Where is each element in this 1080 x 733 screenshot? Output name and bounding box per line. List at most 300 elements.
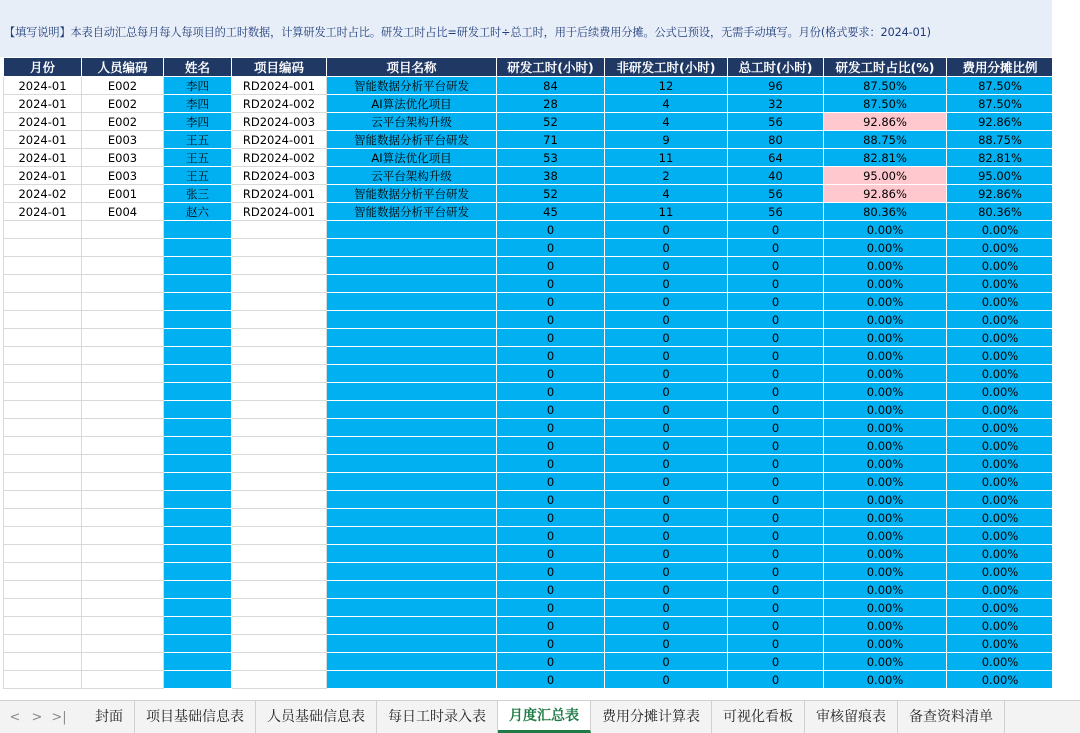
table-cell[interactable]: E002	[82, 95, 164, 113]
table-cell[interactable]: 0	[497, 275, 605, 293]
table-cell[interactable]	[4, 311, 82, 329]
table-cell[interactable]: E003	[82, 167, 164, 185]
table-cell[interactable]	[232, 635, 327, 653]
table-cell[interactable]: 王五	[164, 131, 232, 149]
sheet-tab[interactable]: 封面	[84, 701, 135, 733]
table-cell[interactable]	[82, 257, 164, 275]
table-cell[interactable]: 王五	[164, 167, 232, 185]
table-cell[interactable]: 王五	[164, 149, 232, 167]
table-cell[interactable]: RD2024-002	[232, 95, 327, 113]
table-cell[interactable]: 0.00%	[947, 545, 1054, 563]
sheet-tab[interactable]: 审核留痕表	[805, 701, 898, 733]
table-cell[interactable]: 0	[728, 239, 824, 257]
table-cell[interactable]: 0	[497, 545, 605, 563]
table-cell[interactable]	[164, 671, 232, 689]
table-cell[interactable]: 4	[605, 113, 728, 131]
table-cell[interactable]: 0	[605, 347, 728, 365]
table-cell[interactable]: 0	[497, 401, 605, 419]
table-cell[interactable]: 0	[605, 275, 728, 293]
table-cell[interactable]: 53	[497, 149, 605, 167]
table-cell[interactable]: 0	[605, 527, 728, 545]
table-cell[interactable]: 0.00%	[824, 509, 947, 527]
table-cell[interactable]	[327, 671, 497, 689]
table-cell[interactable]	[4, 293, 82, 311]
table-cell[interactable]	[4, 275, 82, 293]
table-cell[interactable]	[82, 491, 164, 509]
table-cell[interactable]: 0.00%	[824, 365, 947, 383]
table-cell[interactable]: 0.00%	[947, 527, 1054, 545]
sheet-tab[interactable]: 项目基础信息表	[135, 701, 256, 733]
table-cell[interactable]	[82, 509, 164, 527]
table-cell[interactable]: 96	[728, 77, 824, 95]
table-cell[interactable]	[232, 563, 327, 581]
table-cell[interactable]	[164, 599, 232, 617]
table-cell[interactable]: 0	[728, 293, 824, 311]
table-cell[interactable]: 0	[728, 491, 824, 509]
table-cell[interactable]: 0.00%	[947, 401, 1054, 419]
table-cell[interactable]	[164, 563, 232, 581]
table-cell[interactable]: 52	[497, 113, 605, 131]
table-cell[interactable]	[327, 653, 497, 671]
table-cell[interactable]: 9	[605, 131, 728, 149]
table-cell[interactable]: 0	[605, 419, 728, 437]
table-cell[interactable]: 56	[728, 185, 824, 203]
table-cell[interactable]: 0	[728, 365, 824, 383]
table-cell[interactable]: 0.00%	[824, 311, 947, 329]
table-cell[interactable]: 0	[497, 473, 605, 491]
table-cell[interactable]: 92.86%	[947, 185, 1054, 203]
table-cell[interactable]	[4, 599, 82, 617]
table-cell[interactable]: 0	[728, 329, 824, 347]
table-cell[interactable]: 0	[605, 257, 728, 275]
table-cell[interactable]	[327, 401, 497, 419]
table-cell[interactable]: 0	[497, 599, 605, 617]
table-cell[interactable]	[327, 311, 497, 329]
table-cell[interactable]	[164, 473, 232, 491]
table-cell[interactable]	[164, 311, 232, 329]
table-cell[interactable]	[232, 581, 327, 599]
table-cell[interactable]: 2024-01	[4, 131, 82, 149]
table-cell[interactable]: 0	[728, 509, 824, 527]
table-cell[interactable]	[232, 617, 327, 635]
table-cell[interactable]	[82, 671, 164, 689]
table-cell[interactable]	[4, 671, 82, 689]
table-cell[interactable]	[164, 329, 232, 347]
table-cell[interactable]	[82, 437, 164, 455]
table-cell[interactable]: 0	[605, 311, 728, 329]
table-cell[interactable]: 赵六	[164, 203, 232, 221]
table-cell[interactable]: E002	[82, 113, 164, 131]
table-cell[interactable]	[82, 527, 164, 545]
table-cell[interactable]: 0	[728, 653, 824, 671]
table-cell[interactable]	[327, 257, 497, 275]
table-cell[interactable]: 11	[605, 203, 728, 221]
table-cell[interactable]	[327, 599, 497, 617]
table-cell[interactable]: 0.00%	[947, 257, 1054, 275]
table-cell[interactable]: 智能数据分析平台研发	[327, 131, 497, 149]
table-cell[interactable]	[164, 437, 232, 455]
table-cell[interactable]	[82, 293, 164, 311]
table-cell[interactable]	[4, 563, 82, 581]
table-cell[interactable]	[327, 635, 497, 653]
table-cell[interactable]	[4, 401, 82, 419]
table-cell[interactable]	[4, 527, 82, 545]
table-cell[interactable]: 智能数据分析平台研发	[327, 77, 497, 95]
table-cell[interactable]	[164, 239, 232, 257]
table-cell[interactable]: 95.00%	[824, 167, 947, 185]
table-cell[interactable]: 0	[497, 509, 605, 527]
table-cell[interactable]: 0.00%	[947, 581, 1054, 599]
table-cell[interactable]	[327, 527, 497, 545]
table-cell[interactable]: 0	[497, 617, 605, 635]
table-cell[interactable]	[82, 221, 164, 239]
table-cell[interactable]: 0	[605, 329, 728, 347]
table-cell[interactable]	[164, 293, 232, 311]
table-cell[interactable]	[4, 365, 82, 383]
table-cell[interactable]: 0	[497, 491, 605, 509]
table-cell[interactable]: E003	[82, 149, 164, 167]
table-cell[interactable]: 0	[728, 635, 824, 653]
table-cell[interactable]	[232, 509, 327, 527]
table-cell[interactable]: 0.00%	[947, 221, 1054, 239]
table-cell[interactable]	[232, 275, 327, 293]
table-cell[interactable]	[164, 581, 232, 599]
column-header[interactable]: 非研发工时(小时)	[605, 58, 728, 77]
next-sheet-icon[interactable]: >	[31, 709, 43, 725]
table-cell[interactable]	[327, 329, 497, 347]
table-cell[interactable]: 45	[497, 203, 605, 221]
table-cell[interactable]	[4, 257, 82, 275]
table-cell[interactable]: 0	[605, 365, 728, 383]
table-cell[interactable]: 0.00%	[824, 635, 947, 653]
table-cell[interactable]: 0.00%	[824, 257, 947, 275]
table-cell[interactable]	[232, 599, 327, 617]
table-cell[interactable]	[327, 545, 497, 563]
table-cell[interactable]: 2024-01	[4, 77, 82, 95]
table-cell[interactable]	[82, 599, 164, 617]
table-cell[interactable]: 0	[497, 383, 605, 401]
table-cell[interactable]: RD2024-001	[232, 185, 327, 203]
table-cell[interactable]: 0.00%	[947, 509, 1054, 527]
table-cell[interactable]	[327, 491, 497, 509]
table-cell[interactable]: 56	[728, 203, 824, 221]
table-cell[interactable]: 0	[497, 437, 605, 455]
column-header[interactable]: 研发工时(小时)	[497, 58, 605, 77]
table-cell[interactable]: 0.00%	[824, 653, 947, 671]
table-cell[interactable]: 12	[605, 77, 728, 95]
table-cell[interactable]	[232, 221, 327, 239]
column-header[interactable]: 项目名称	[327, 58, 497, 77]
table-cell[interactable]	[327, 365, 497, 383]
table-cell[interactable]	[327, 419, 497, 437]
table-cell[interactable]: 0.00%	[824, 617, 947, 635]
table-cell[interactable]: 0	[728, 527, 824, 545]
table-cell[interactable]: 2	[605, 167, 728, 185]
table-cell[interactable]: RD2024-001	[232, 131, 327, 149]
table-cell[interactable]	[164, 365, 232, 383]
table-cell[interactable]: 0.00%	[824, 491, 947, 509]
table-cell[interactable]: 0.00%	[947, 419, 1054, 437]
table-cell[interactable]	[327, 581, 497, 599]
column-header[interactable]: 月份	[4, 58, 82, 77]
column-header[interactable]: 项目编码	[232, 58, 327, 77]
table-cell[interactable]	[232, 419, 327, 437]
table-cell[interactable]	[164, 401, 232, 419]
table-cell[interactable]: 2024-01	[4, 113, 82, 131]
table-cell[interactable]: 92.86%	[824, 185, 947, 203]
table-cell[interactable]	[82, 545, 164, 563]
table-cell[interactable]: 0.00%	[824, 383, 947, 401]
table-cell[interactable]: 0.00%	[824, 473, 947, 491]
table-cell[interactable]: 0	[497, 635, 605, 653]
table-cell[interactable]	[4, 473, 82, 491]
table-cell[interactable]: 0	[605, 509, 728, 527]
table-cell[interactable]: 2024-02	[4, 185, 82, 203]
table-cell[interactable]: 0.00%	[824, 293, 947, 311]
sheet-tab[interactable]: 月度汇总表	[498, 701, 591, 733]
table-cell[interactable]	[4, 419, 82, 437]
table-cell[interactable]: 0.00%	[824, 581, 947, 599]
table-cell[interactable]	[164, 455, 232, 473]
table-cell[interactable]	[327, 563, 497, 581]
table-cell[interactable]: 0	[728, 599, 824, 617]
table-cell[interactable]	[164, 257, 232, 275]
table-cell[interactable]: 0	[728, 221, 824, 239]
table-cell[interactable]	[327, 221, 497, 239]
table-cell[interactable]	[232, 455, 327, 473]
table-cell[interactable]: 80.36%	[947, 203, 1054, 221]
table-cell[interactable]	[4, 455, 82, 473]
table-cell[interactable]: 0	[728, 275, 824, 293]
table-cell[interactable]: 0	[497, 365, 605, 383]
table-cell[interactable]	[82, 617, 164, 635]
table-cell[interactable]	[82, 653, 164, 671]
table-cell[interactable]: 0.00%	[947, 329, 1054, 347]
table-cell[interactable]: 0	[497, 563, 605, 581]
table-cell[interactable]	[232, 347, 327, 365]
table-cell[interactable]: 84	[497, 77, 605, 95]
table-cell[interactable]: 0.00%	[947, 455, 1054, 473]
table-cell[interactable]: 82.81%	[947, 149, 1054, 167]
table-cell[interactable]: 0.00%	[947, 563, 1054, 581]
table-cell[interactable]: 0.00%	[947, 347, 1054, 365]
table-cell[interactable]	[232, 473, 327, 491]
table-cell[interactable]: 0	[605, 599, 728, 617]
table-cell[interactable]: 0	[605, 653, 728, 671]
table-cell[interactable]	[4, 437, 82, 455]
table-cell[interactable]: 0	[605, 401, 728, 419]
table-cell[interactable]: 0.00%	[824, 545, 947, 563]
table-cell[interactable]: 2024-01	[4, 95, 82, 113]
table-cell[interactable]: 0	[728, 401, 824, 419]
table-cell[interactable]: 0.00%	[824, 221, 947, 239]
table-cell[interactable]	[164, 383, 232, 401]
table-cell[interactable]: 0	[497, 581, 605, 599]
table-cell[interactable]: 0.00%	[947, 491, 1054, 509]
table-cell[interactable]: 0	[497, 239, 605, 257]
table-cell[interactable]	[232, 401, 327, 419]
table-cell[interactable]	[4, 329, 82, 347]
table-cell[interactable]: 0	[605, 635, 728, 653]
table-cell[interactable]	[232, 365, 327, 383]
table-cell[interactable]: 87.50%	[824, 77, 947, 95]
table-cell[interactable]: 0	[728, 383, 824, 401]
table-cell[interactable]: 0	[605, 671, 728, 689]
table-cell[interactable]: 0	[728, 437, 824, 455]
table-cell[interactable]: 0.00%	[947, 635, 1054, 653]
table-cell[interactable]: 92.86%	[824, 113, 947, 131]
table-cell[interactable]: 82.81%	[824, 149, 947, 167]
table-cell[interactable]: 0	[605, 437, 728, 455]
table-cell[interactable]	[82, 581, 164, 599]
table-cell[interactable]: 0.00%	[947, 473, 1054, 491]
table-cell[interactable]: 38	[497, 167, 605, 185]
sheet-tab[interactable]: 每日工时录入表	[377, 701, 498, 733]
table-cell[interactable]	[232, 311, 327, 329]
table-cell[interactable]: 0.00%	[947, 293, 1054, 311]
table-cell[interactable]: 0.00%	[947, 653, 1054, 671]
table-cell[interactable]	[4, 347, 82, 365]
table-cell[interactable]	[164, 653, 232, 671]
table-cell[interactable]: 40	[728, 167, 824, 185]
table-cell[interactable]: 0.00%	[824, 275, 947, 293]
table-cell[interactable]: 0	[605, 221, 728, 239]
table-cell[interactable]: AI算法优化项目	[327, 149, 497, 167]
sheet-tab[interactable]: 人员基础信息表	[256, 701, 377, 733]
table-cell[interactable]	[4, 491, 82, 509]
table-cell[interactable]: 0	[605, 563, 728, 581]
table-cell[interactable]	[327, 347, 497, 365]
table-cell[interactable]: 0	[728, 581, 824, 599]
sheet-tab[interactable]: 可视化看板	[712, 701, 805, 733]
table-cell[interactable]	[82, 383, 164, 401]
table-cell[interactable]: 0	[728, 671, 824, 689]
table-cell[interactable]: 0	[497, 257, 605, 275]
table-cell[interactable]: 2024-01	[4, 167, 82, 185]
table-cell[interactable]	[232, 437, 327, 455]
table-cell[interactable]: E004	[82, 203, 164, 221]
table-cell[interactable]: 李四	[164, 113, 232, 131]
table-cell[interactable]: 0	[605, 491, 728, 509]
table-cell[interactable]: 0	[728, 617, 824, 635]
table-cell[interactable]: 0	[728, 563, 824, 581]
table-cell[interactable]: 0	[728, 347, 824, 365]
table-cell[interactable]: 32	[728, 95, 824, 113]
table-cell[interactable]	[4, 617, 82, 635]
table-cell[interactable]	[4, 653, 82, 671]
table-cell[interactable]: 0	[497, 329, 605, 347]
table-cell[interactable]	[82, 401, 164, 419]
column-header[interactable]: 费用分摊比例	[947, 58, 1054, 77]
table-cell[interactable]: 0.00%	[824, 401, 947, 419]
table-cell[interactable]	[82, 347, 164, 365]
table-cell[interactable]: 0	[497, 347, 605, 365]
table-cell[interactable]	[82, 329, 164, 347]
table-cell[interactable]	[82, 563, 164, 581]
table-cell[interactable]: E002	[82, 77, 164, 95]
table-cell[interactable]: 0.00%	[824, 671, 947, 689]
table-cell[interactable]: 智能数据分析平台研发	[327, 185, 497, 203]
table-cell[interactable]	[327, 293, 497, 311]
table-cell[interactable]	[82, 239, 164, 257]
table-cell[interactable]	[4, 239, 82, 257]
last-sheet-icon[interactable]: >|	[51, 709, 67, 725]
table-cell[interactable]: 0.00%	[947, 617, 1054, 635]
table-cell[interactable]: 0.00%	[824, 599, 947, 617]
table-cell[interactable]: 0.00%	[947, 239, 1054, 257]
table-cell[interactable]: 0.00%	[947, 275, 1054, 293]
table-cell[interactable]: 80.36%	[824, 203, 947, 221]
table-cell[interactable]: 0	[728, 455, 824, 473]
table-cell[interactable]	[82, 473, 164, 491]
column-header[interactable]: 研发工时占比(%)	[824, 58, 947, 77]
table-cell[interactable]: 2024-01	[4, 149, 82, 167]
table-cell[interactable]: 0.00%	[824, 419, 947, 437]
table-cell[interactable]	[327, 239, 497, 257]
table-cell[interactable]: E003	[82, 131, 164, 149]
table-cell[interactable]	[164, 617, 232, 635]
table-cell[interactable]	[327, 275, 497, 293]
table-cell[interactable]	[4, 509, 82, 527]
sheet-tab[interactable]: 费用分摊计算表	[591, 701, 712, 733]
table-cell[interactable]: RD2024-001	[232, 203, 327, 221]
table-cell[interactable]: 0.00%	[824, 527, 947, 545]
table-cell[interactable]: E001	[82, 185, 164, 203]
table-cell[interactable]: 0	[497, 311, 605, 329]
table-cell[interactable]	[4, 221, 82, 239]
table-cell[interactable]: 0.00%	[947, 437, 1054, 455]
table-cell[interactable]	[164, 509, 232, 527]
table-cell[interactable]: 71	[497, 131, 605, 149]
table-cell[interactable]: 0	[728, 419, 824, 437]
table-cell[interactable]: 0.00%	[947, 365, 1054, 383]
table-cell[interactable]: 0	[605, 617, 728, 635]
table-cell[interactable]: 0	[728, 311, 824, 329]
table-cell[interactable]: 52	[497, 185, 605, 203]
table-cell[interactable]	[232, 239, 327, 257]
table-cell[interactable]: 2024-01	[4, 203, 82, 221]
table-cell[interactable]: 88.75%	[824, 131, 947, 149]
table-cell[interactable]: 0	[497, 527, 605, 545]
table-cell[interactable]: 28	[497, 95, 605, 113]
table-cell[interactable]: 0	[497, 221, 605, 239]
column-header[interactable]: 人员编码	[82, 58, 164, 77]
table-cell[interactable]: 0.00%	[824, 455, 947, 473]
table-cell[interactable]: 0.00%	[947, 311, 1054, 329]
table-cell[interactable]	[82, 365, 164, 383]
table-cell[interactable]: 云平台架构升级	[327, 167, 497, 185]
table-cell[interactable]	[82, 311, 164, 329]
table-cell[interactable]	[164, 221, 232, 239]
table-cell[interactable]: 87.50%	[824, 95, 947, 113]
table-cell[interactable]: 李四	[164, 77, 232, 95]
table-cell[interactable]: RD2024-003	[232, 167, 327, 185]
table-cell[interactable]: 0	[728, 545, 824, 563]
sheet-tab[interactable]: 备查资料清单	[898, 701, 1005, 733]
table-cell[interactable]: 56	[728, 113, 824, 131]
table-cell[interactable]	[232, 671, 327, 689]
table-cell[interactable]: 智能数据分析平台研发	[327, 203, 497, 221]
table-cell[interactable]	[82, 419, 164, 437]
table-cell[interactable]	[164, 491, 232, 509]
table-cell[interactable]	[164, 545, 232, 563]
table-cell[interactable]: 0	[497, 455, 605, 473]
table-cell[interactable]	[82, 455, 164, 473]
table-cell[interactable]: 88.75%	[947, 131, 1054, 149]
table-cell[interactable]	[327, 455, 497, 473]
table-cell[interactable]: 0	[605, 455, 728, 473]
table-cell[interactable]	[327, 617, 497, 635]
